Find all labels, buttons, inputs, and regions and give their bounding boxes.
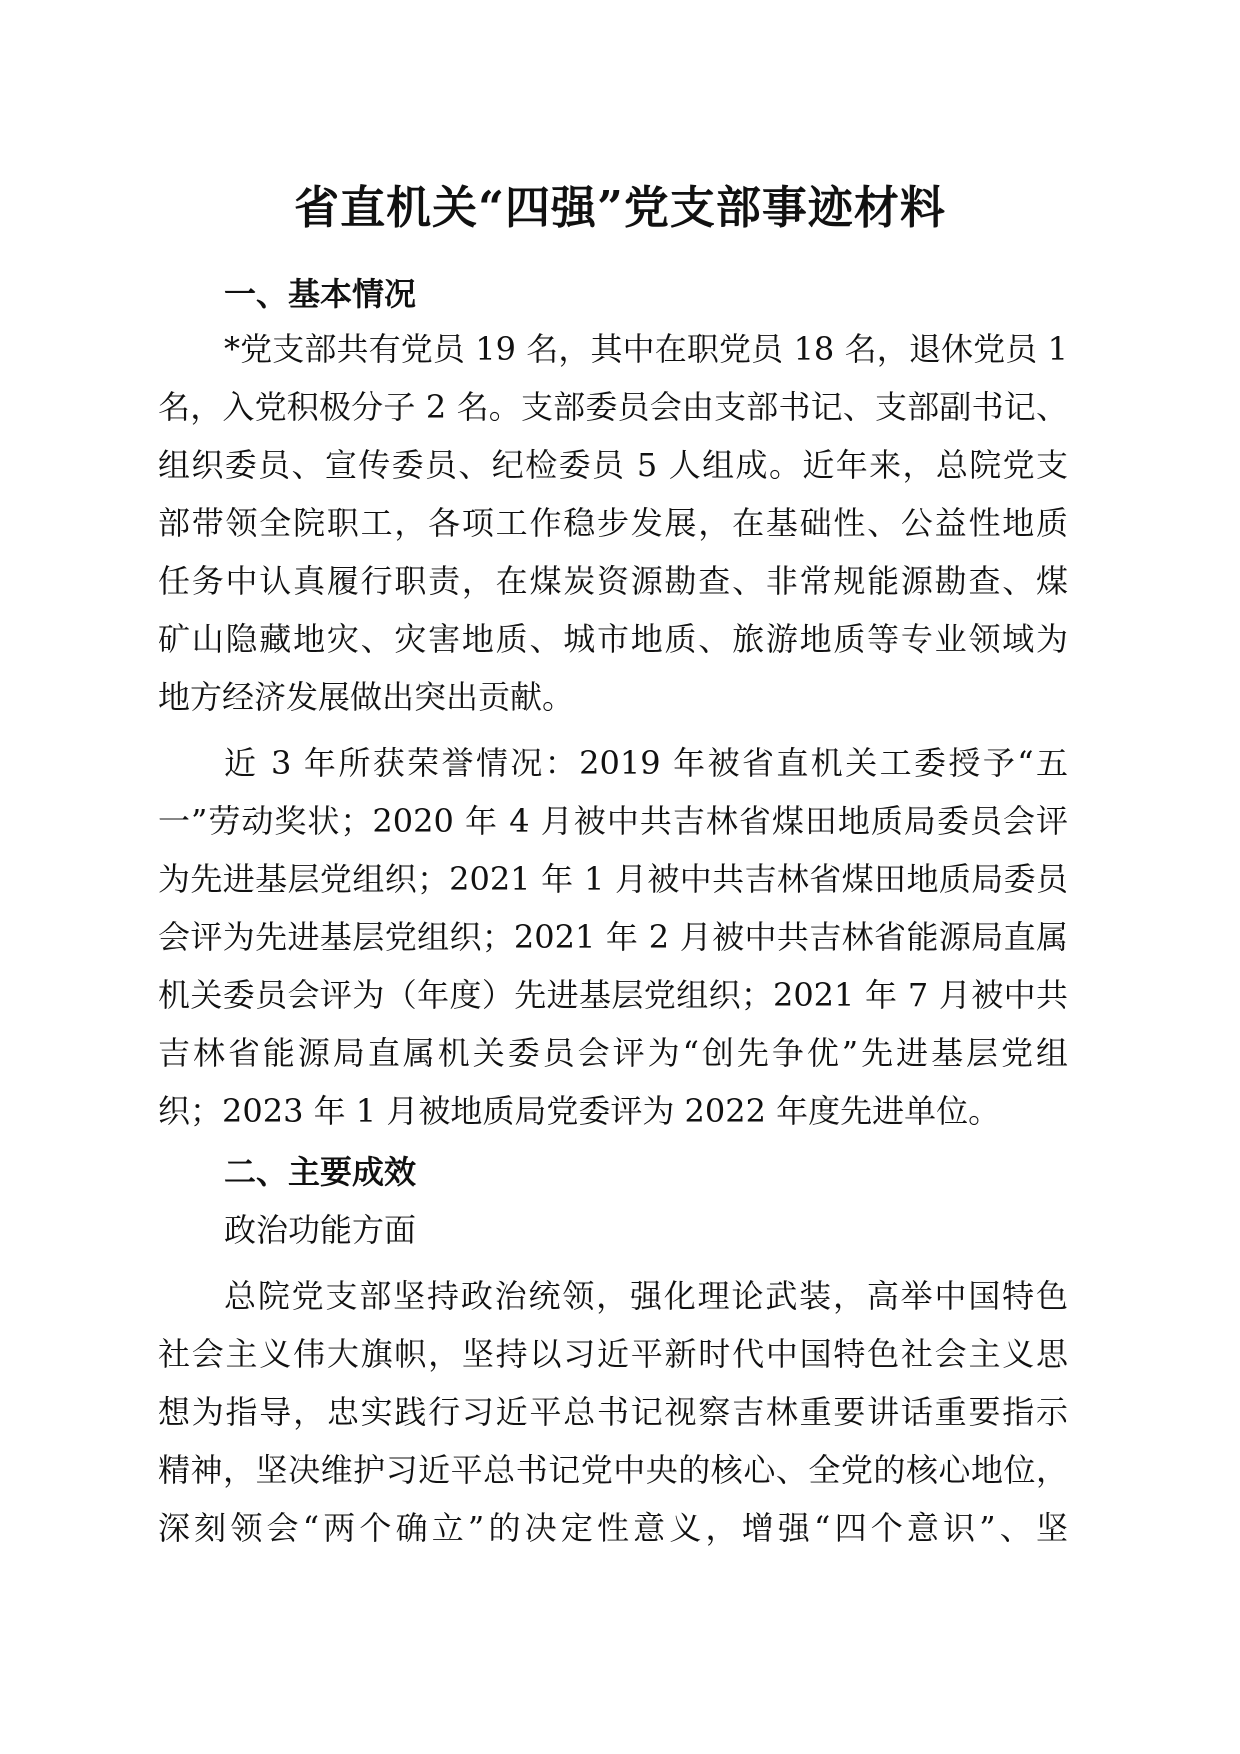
paragraph-line: 社会主义伟大旗帜，坚持以习近平新时代中国特色社会主义思 <box>158 1335 1068 1373</box>
paragraph-line: 深刻领会“两个确立”的决定性意义，增强“四个意识”、坚 <box>158 1509 1068 1547</box>
document-title: 省直机关“四强”党支部事迹材料 <box>294 181 946 234</box>
paragraph-line: 为先进基层党组织；2021 年 1 月被中共吉林省煤田地质局委员 <box>158 860 1068 898</box>
subheading-political-function: 政治功能方面 <box>224 1211 417 1249</box>
section-heading-basic-info: 一、基本情况 <box>224 275 417 313</box>
paragraph-line: 任务中认真履行职责，在煤炭资源勘查、非常规能源勘查、煤 <box>158 562 1068 600</box>
paragraph-line: 吉林省能源局直属机关委员会评为“创先争优”先进基层党组 <box>158 1034 1068 1072</box>
paragraph-line: 精神，坚决维护习近平总书记党中央的核心、全党的核心地位， <box>158 1451 1068 1489</box>
paragraph-line: 近 3 年所获荣誉情况：2019 年被省直机关工委授予“五 <box>224 744 1068 782</box>
paragraph-line: 矿山隐藏地灾、灾害地质、城市地质、旅游地质等专业领域为 <box>158 620 1068 658</box>
paragraph-line: 名，入党积极分子 2 名。支部委员会由支部书记、支部副书记、 <box>158 388 1068 426</box>
paragraph-line: 一”劳动奖状；2020 年 4 月被中共吉林省煤田地质局委员会评 <box>158 802 1068 840</box>
section-heading-main-results: 二、主要成效 <box>224 1153 417 1191</box>
paragraph-line: 地方经济发展做出突出贡献。 <box>158 678 575 716</box>
paragraph-line: 组织委员、宣传委员、纪检委员 5 人组成。近年来，总院党支 <box>158 446 1068 484</box>
paragraph-line: *党支部共有党员 19 名，其中在职党员 18 名，退休党员 1 <box>224 330 1068 368</box>
paragraph-line: 想为指导，忠实践行习近平总书记视察吉林重要讲话重要指示 <box>158 1393 1068 1431</box>
paragraph-line: 会评为先进基层党组织；2021 年 2 月被中共吉林省能源局直属 <box>158 918 1068 956</box>
paragraph-line: 部带领全院职工，各项工作稳步发展，在基础性、公益性地质 <box>158 504 1068 542</box>
paragraph-line: 总院党支部坚持政治统领，强化理论武装，高举中国特色 <box>224 1277 1068 1315</box>
paragraph-line: 机关委员会评为（年度）先进基层党组织；2021 年 7 月被中共 <box>158 976 1068 1014</box>
paragraph-line: 织；2023 年 1 月被地质局党委评为 2022 年度先进单位。 <box>158 1092 1001 1130</box>
